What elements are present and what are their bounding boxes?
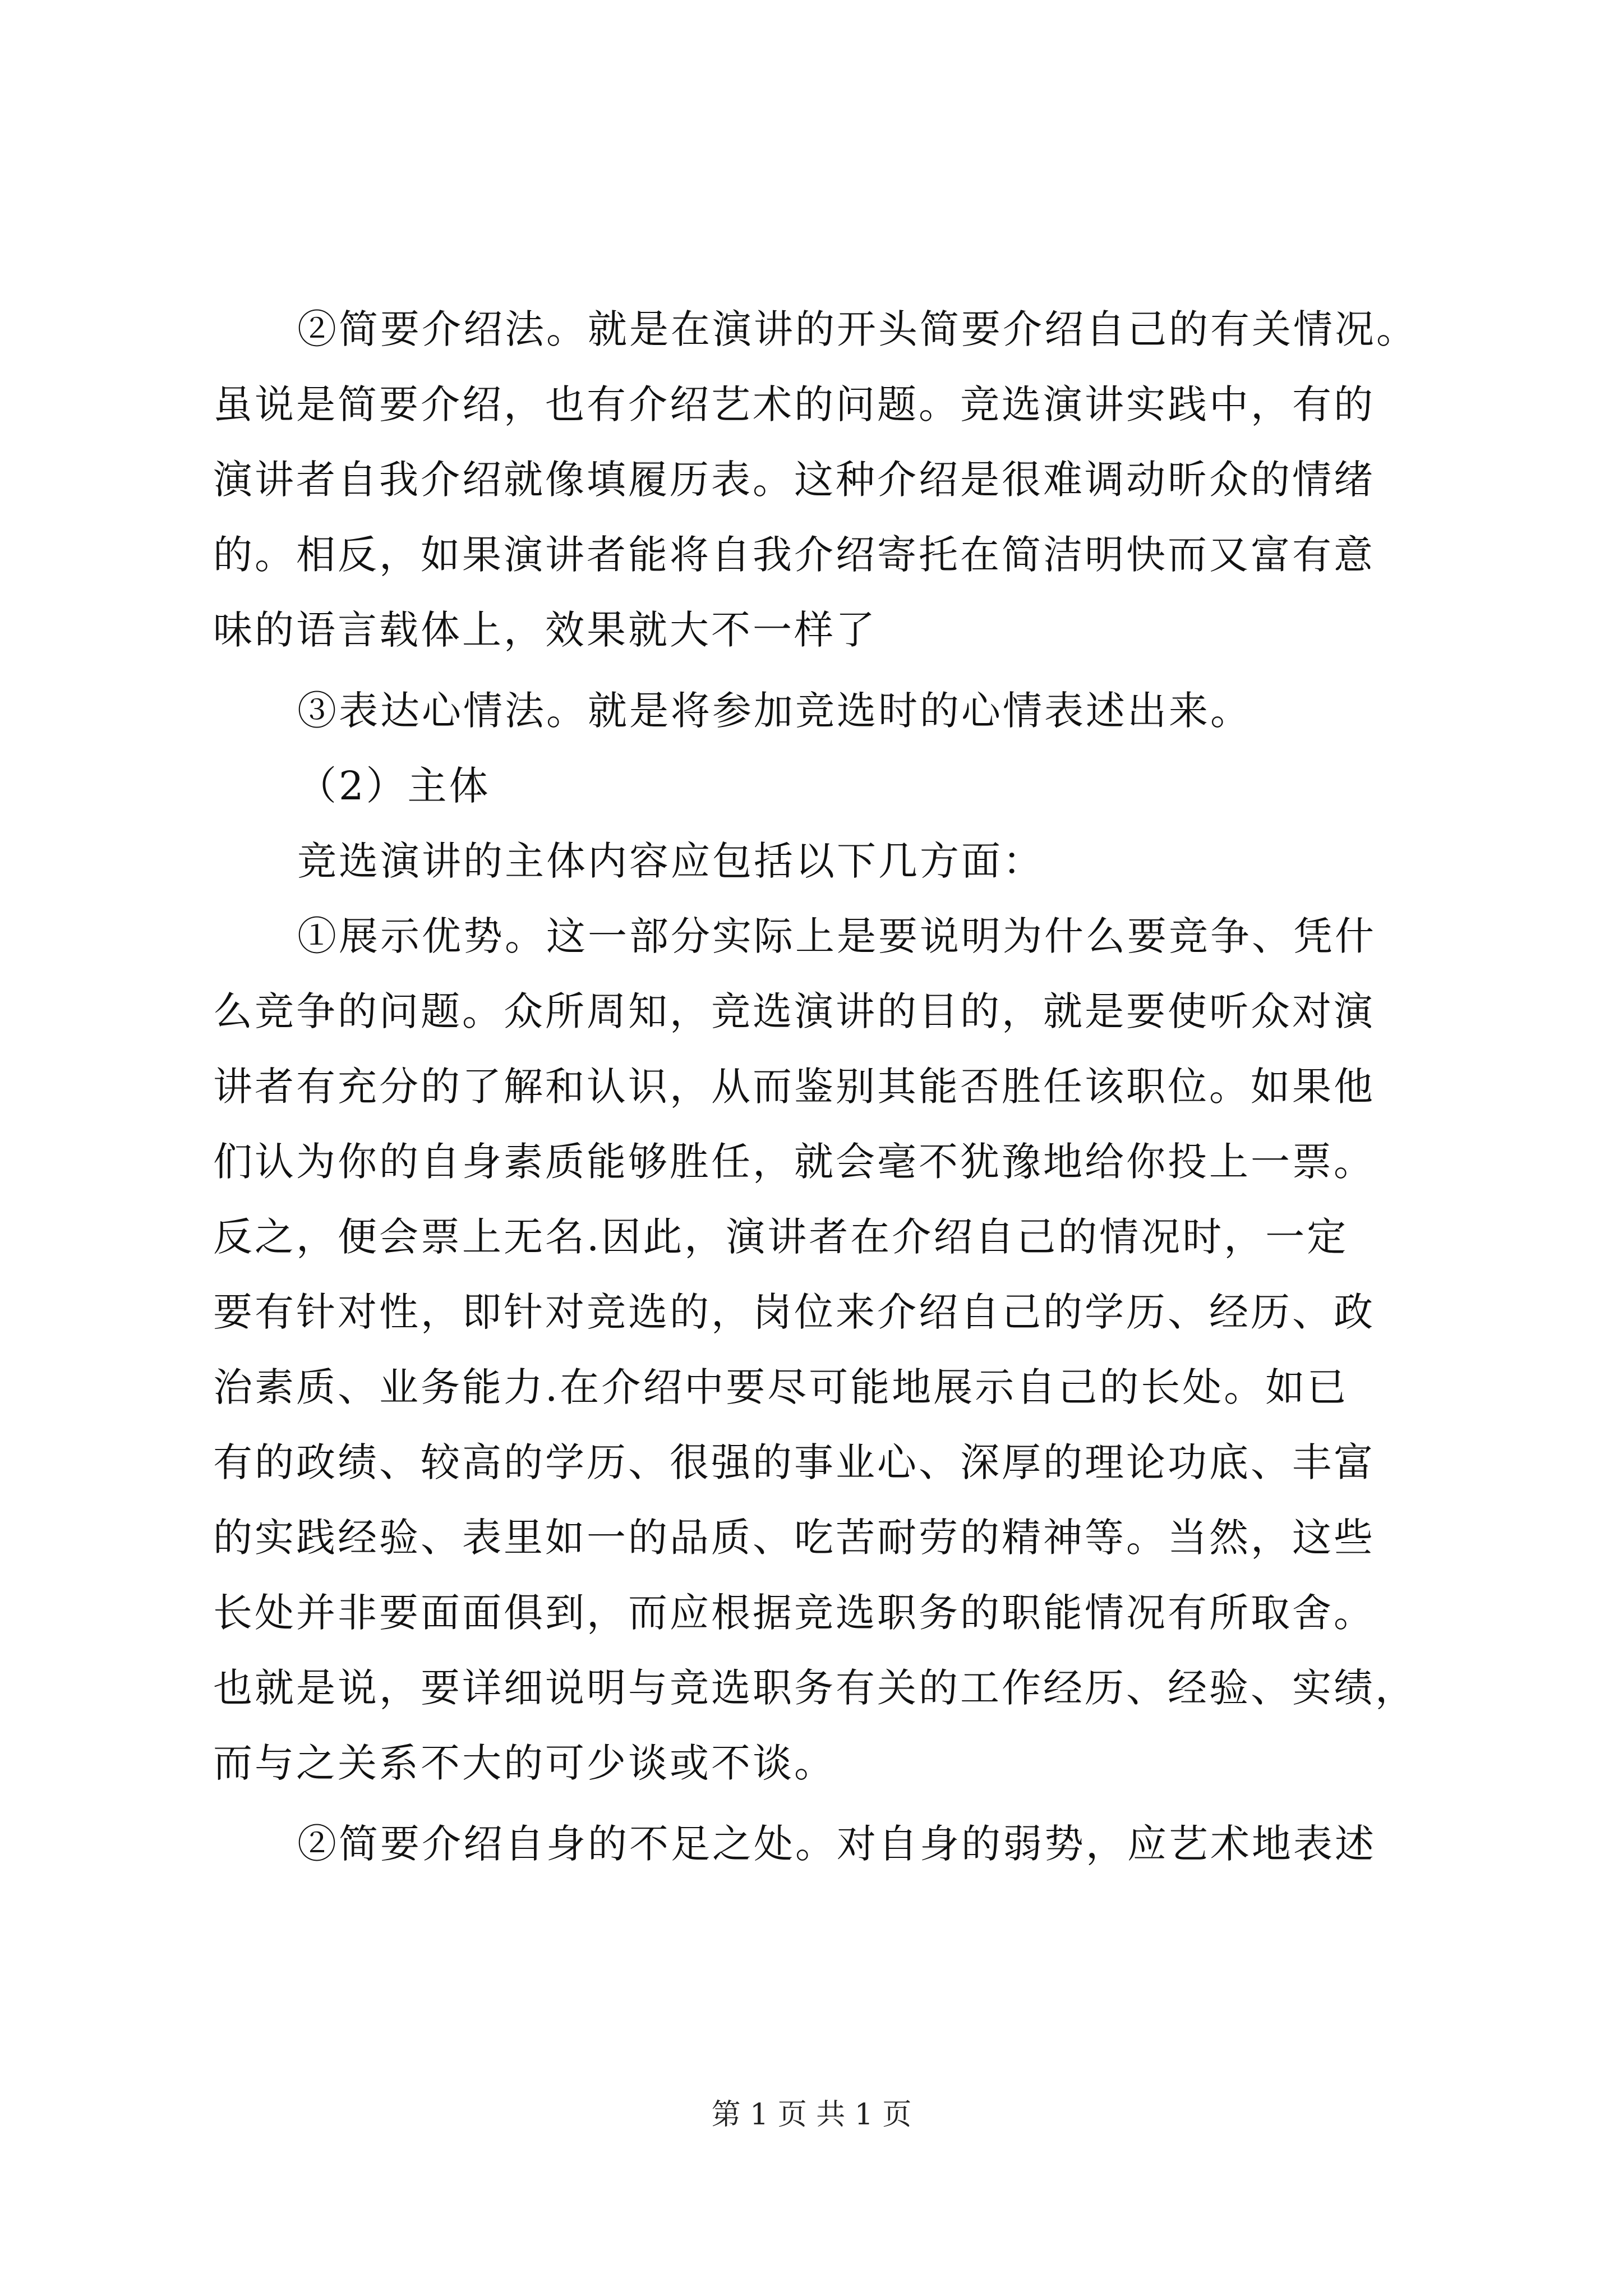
paragraph-line: ①展示优势。这一部分实际上是要说明为什么要竞争、凭什 xyxy=(297,913,1376,959)
paragraph-line: ③表达心情法。就是将参加竞选时的心情表述出来。 xyxy=(297,688,1252,734)
paragraph-line: 而与之关系不大的可少谈或不谈。 xyxy=(213,1740,836,1786)
paragraph-line: ②简要介绍法。就是在演讲的开头简要介绍自己的有关情况。 xyxy=(297,306,1418,352)
paragraph-line: 演讲者自我介绍就像填履历表。这种介绍是很难调动昕众的情绪 xyxy=(213,457,1375,503)
paragraph-line: 么竞争的问题。众所周知，竞选演讲的目的，就是要使听众对演 xyxy=(213,988,1375,1034)
paragraph-line: 们认为你的自身素质能够胜任，就会毫不犹豫地给你投上一票。 xyxy=(213,1139,1375,1185)
paragraph-line: 长处并非要面面俱到，而应根据竞选职务的职能情况有所取舍。 xyxy=(213,1590,1375,1636)
page-number-footer: 第 1 页 共 1 页 xyxy=(711,2098,912,2132)
paragraph-line: 要有针对性，即针对竞选的，岗位来介绍自己的学历、经历、政 xyxy=(213,1289,1375,1335)
paragraph-line: 反之，便会票上无名.因此，演讲者在介绍自己的情况时，一定 xyxy=(213,1214,1349,1260)
paragraph-line: 有的政绩、较高的学历、很强的事业心、深厚的理论功底、丰富 xyxy=(213,1439,1375,1485)
paragraph-line: 的。相反，如果演讲者能将自我介绍寄托在简洁明快而又富有意 xyxy=(213,532,1375,578)
paragraph-line: 治素质、业务能力.在介绍中要尽可能地展示自己的长处。如已 xyxy=(213,1364,1349,1410)
paragraph-line: 味的语言载体上，效果就大不一样了 xyxy=(213,607,877,653)
paragraph-line: 虽说是简要介绍，也有介绍艺术的问题。竞选演讲实践中，有的 xyxy=(213,381,1375,427)
section-heading: （2）主体 xyxy=(297,763,491,809)
paragraph-line: 的实践经验、表里如一的品质、吃苦耐劳的精神等。当然，这些 xyxy=(213,1515,1375,1561)
paragraph-line: 讲者有充分的了解和认识，从而鉴别其能否胜任该职位。如果他 xyxy=(213,1064,1375,1110)
paragraph-line: ②简要介绍自身的不足之处。对自身的弱势，应艺术地表述 xyxy=(297,1821,1376,1867)
paragraph-line: 竞选演讲的主体内容应包括以下几方面： xyxy=(297,838,1044,884)
document-body xyxy=(213,292,1497,1881)
paragraph-line: 也就是说，要详细说明与竞选职务有关的工作经历、经验、实绩， xyxy=(213,1665,1417,1711)
